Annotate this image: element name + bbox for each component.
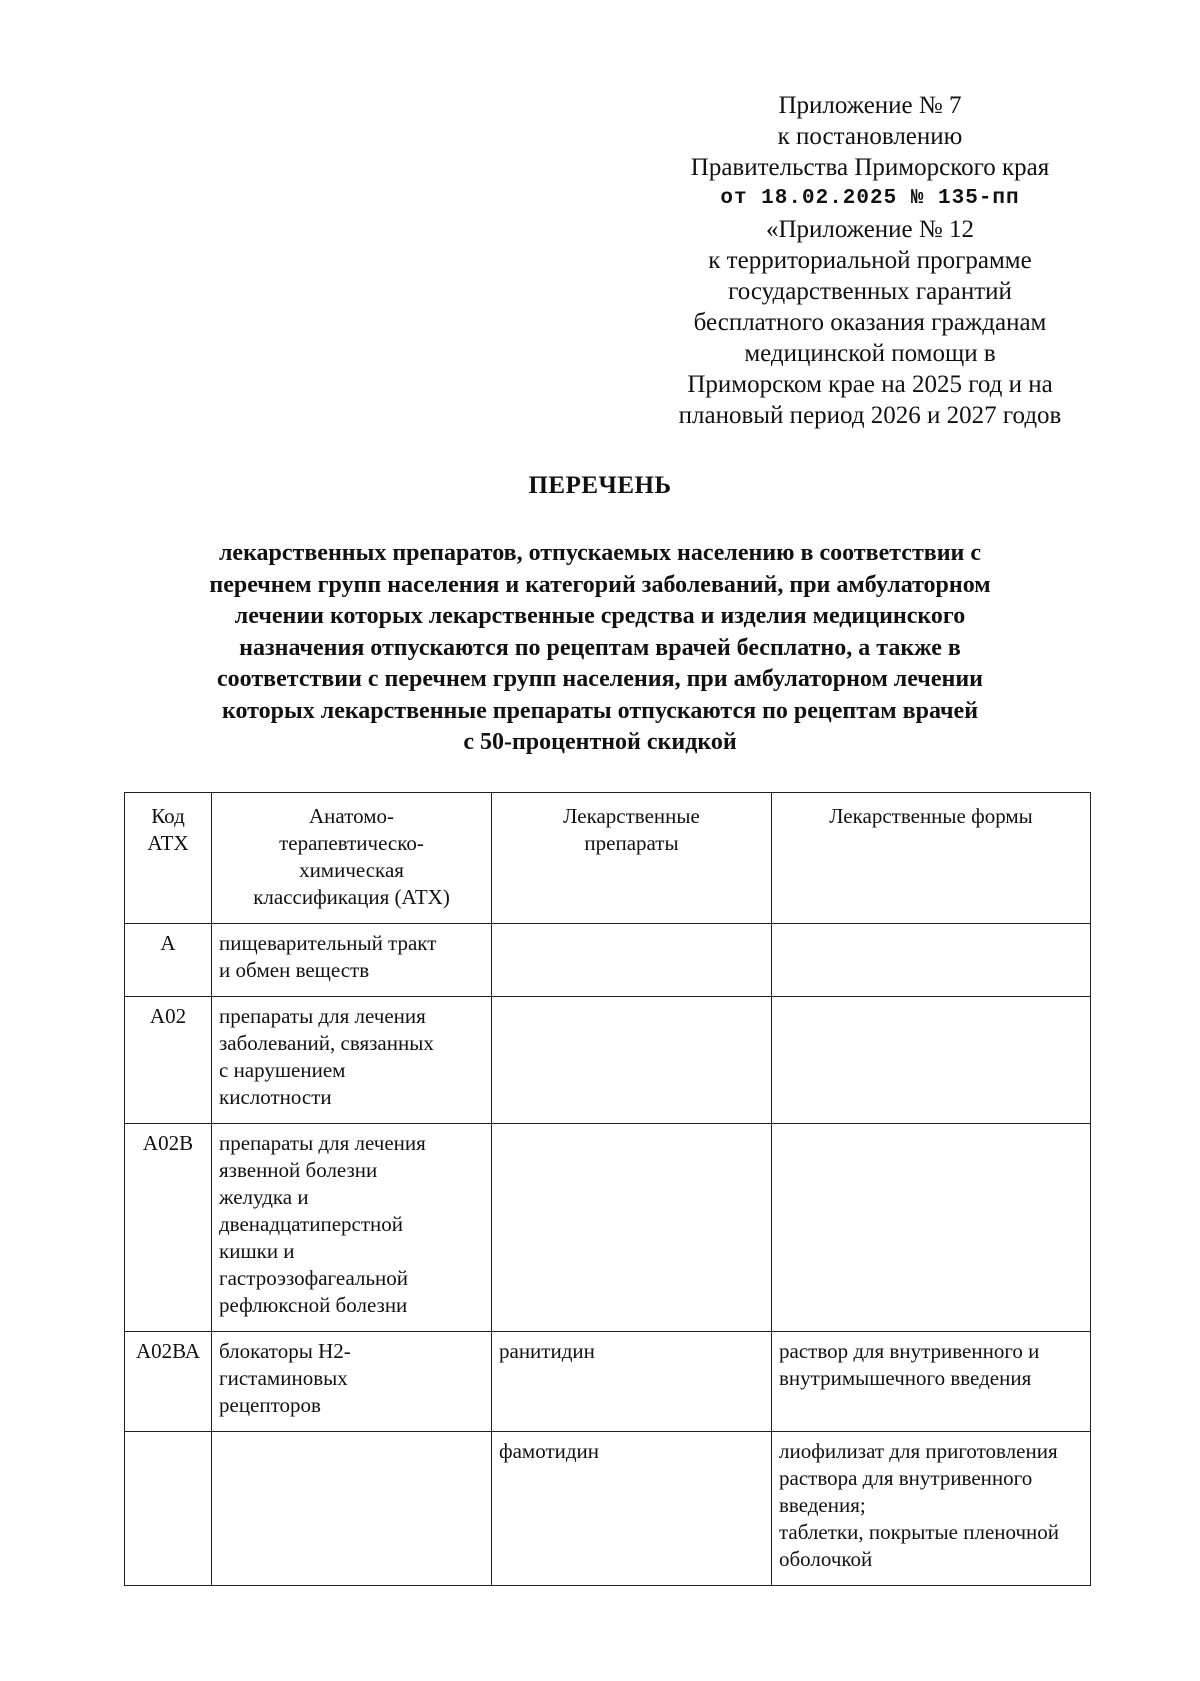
document-title: ПЕРЕЧЕНЬ [528,472,672,499]
header-line: «Приложение № 12 [765,216,975,243]
cell-drug [492,997,772,1124]
header-code: Код АТХ [125,793,212,924]
subtitle-line: перечнем групп населения и категорий заболеваний, при амбулаторном [209,571,991,598]
cell-atc: блокаторы Н2- гистаминовых рецепторов [212,1332,492,1432]
cell-drug: ранитидин [492,1332,772,1432]
subtitle-line: лекарственных препаратов, отпускаемых населению в соответствии с [218,540,982,566]
cell-atc: препараты для лечения заболеваний, связанных с нарушением кислотности [212,997,492,1124]
subtitle-line: назначения отпускаются по рецептам врачей бесплатно, а также в [239,634,961,661]
subtitle-line: с 50-процентной скидкой [463,729,737,755]
cell-drug [492,924,772,997]
header-line: к территориальной программе [708,247,1032,274]
cell-drug: фамотидин [492,1432,772,1586]
table-row [125,924,1091,997]
cell-code: А02В [125,1124,212,1332]
header-line: медицинской помощи в [744,340,996,367]
document-subtitle [120,538,1080,759]
cell-atc: препараты для лечения язвенной болезни желудка и двенадцатиперстной кишки и гастроэзофагеальной рефлюксной болезни [212,1124,492,1332]
cell-code [125,1432,212,1586]
cell-form [772,924,1091,997]
subtitle-line: соответствии с перечнем групп населения, при амбулаторном лечении [217,666,983,692]
cell-form [772,1124,1091,1332]
drug-list-table [124,792,1091,1586]
subtitle-line: лечении которых лекарственные средства и изделия медицинского [234,603,966,629]
header-line: Приморском крае на 2025 год и на [687,371,1053,398]
header-line: государственных гарантий [728,278,1012,305]
header-line: бесплатного оказания гражданам [693,309,1047,336]
cell-atc [212,1432,492,1586]
header-line: Правительства Приморского края [690,154,1050,181]
header-line: Приложение № 7 [778,92,962,119]
table-row [125,997,1091,1124]
appendix-header [655,90,1085,431]
header-decree-number: от 18.02.2025 № 135-пп [720,187,1020,210]
table-row [125,1124,1091,1332]
table-header-row [125,793,1091,924]
header-atc: Анатомо- терапевтическо- химическая классификация (АТХ) [212,793,492,924]
header-drug: Лекарственные препараты [492,793,772,924]
cell-form [772,997,1091,1124]
cell-form: лиофилизат для приготовления раствора для внутривенного введения; таблетки, покрытые пленочной оболочкой [772,1432,1091,1586]
cell-atc: пищеварительный тракт и обмен веществ [212,924,492,997]
table-row [125,1432,1091,1586]
subtitle-line: которых лекарственные препараты отпускаются по рецептам врачей [221,697,979,724]
cell-code: А [125,924,212,997]
cell-drug [492,1124,772,1332]
header-line: к постановлению [777,123,963,150]
cell-form: раствор для внутривенного и внутримышечного введения [772,1332,1091,1432]
cell-code: А02 [125,997,212,1124]
cell-code: А02ВА [125,1332,212,1432]
header-form: Лекарственные формы [772,793,1091,924]
header-line: плановый период 2026 и 2027 годов [678,402,1062,429]
table-row [125,1332,1091,1432]
